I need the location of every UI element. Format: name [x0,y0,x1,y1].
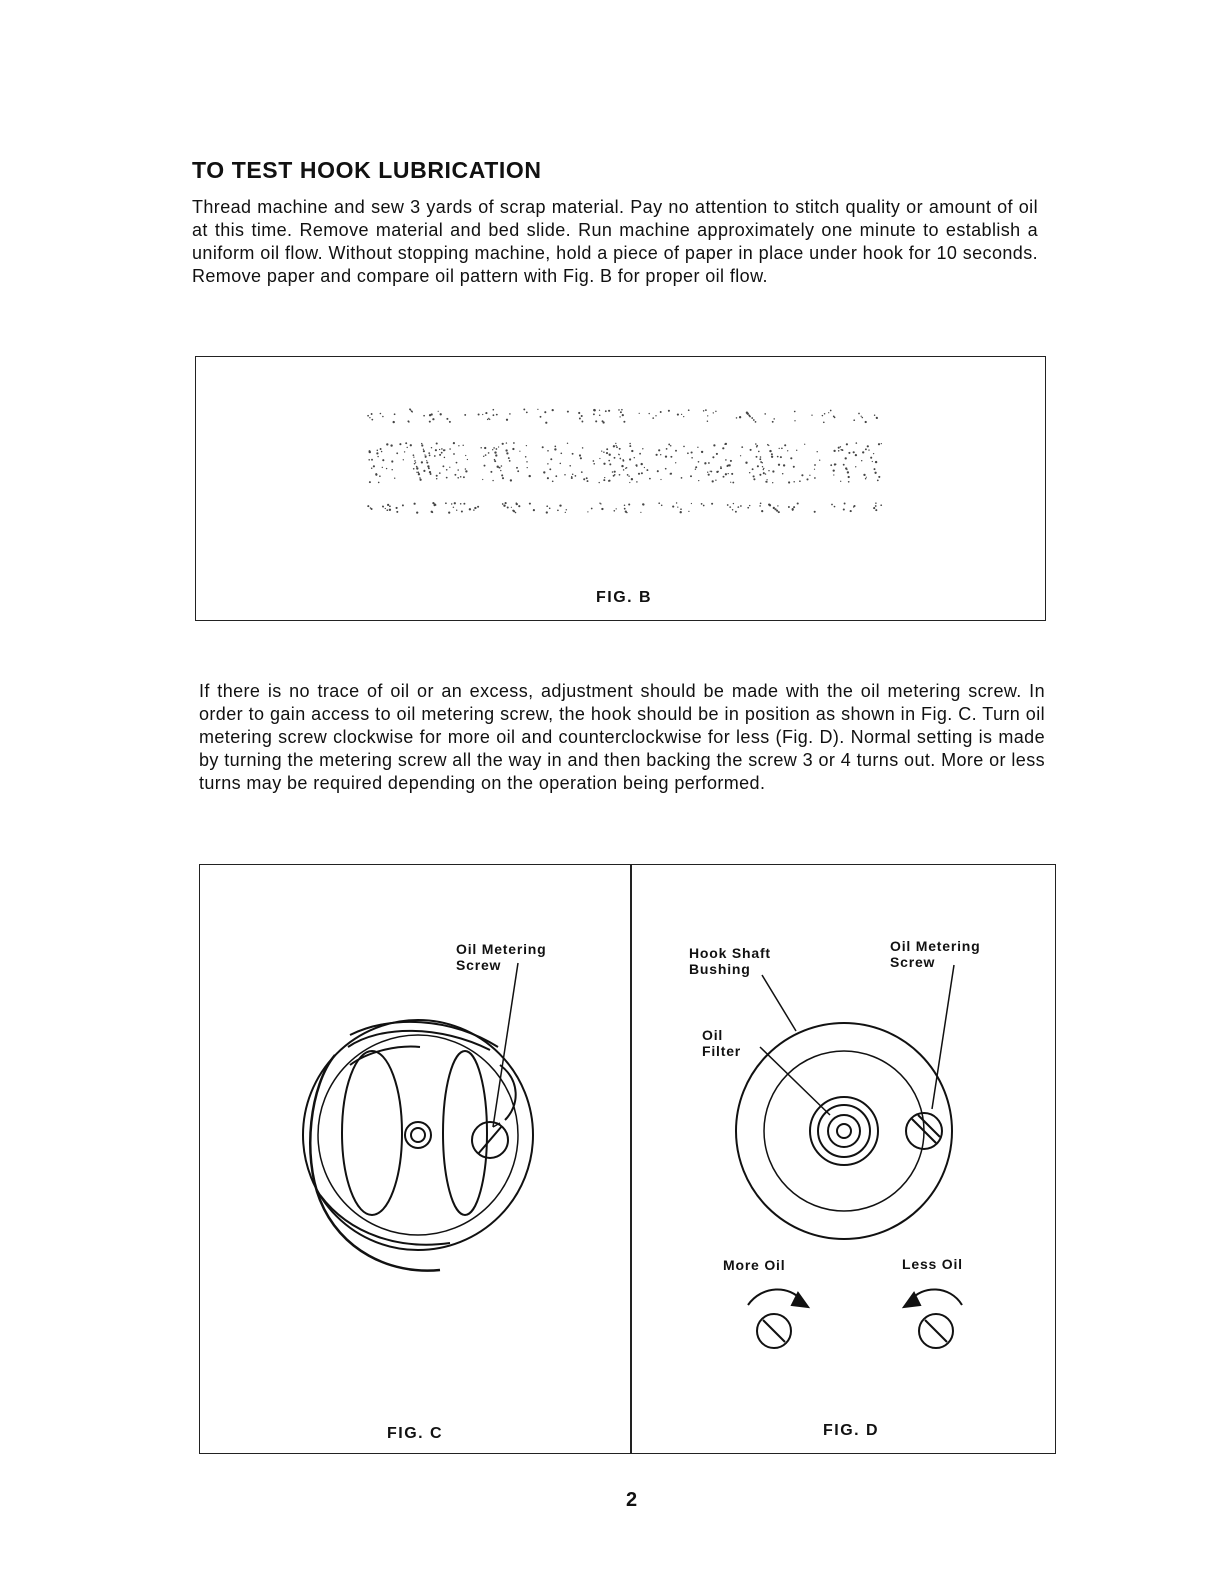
fig-c-label-oil-metering-screw [456,941,547,973]
fig-b-box [195,356,1046,621]
fig-d-label-less-oil: Less Oil [902,1256,963,1272]
fig-c-label-oil-metering-text: Oil Metering [456,941,547,957]
fig-c-label-screw-text: Screw [456,957,502,973]
page-number: 2 [626,1489,638,1511]
fig-c-caption: FIG. C [387,1425,444,1442]
fig-d-label-more-oil: More Oil [723,1257,786,1273]
fig-d-label-filter-text: Filter [702,1043,742,1059]
oil-pattern-illustration [196,357,1047,622]
fig-d-label-screw-text: Screw [890,954,936,970]
fig-d-label-oil-text: Oil [702,1027,724,1043]
instructions-paragraph-2: If there is no trace of oil or an excess, adjustment should be made with the oil metering screw. In order to gain access to oil metering screw, the hook should be in position as shown in Fig. C. Turn oil metering screw clockwise for more oil and counterclockwise for less (Fig. D). Normal setting is made by turning the metering screw all the way in and then backing the screw 3 or 4 turns out. More or less turns may be required depending on the operation being performed. [199,681,1045,793]
fig-b-caption: FIG. B [596,589,653,606]
fig-d-label-hook-shaft-text: Hook Shaft [689,945,771,961]
fig-d-label-oil-metering-screw [890,938,981,970]
fig-d-label-oil-metering-text: Oil Metering [890,938,981,954]
fig-c-d-box [199,864,1056,1454]
fig-d-label-oil-filter [702,1027,741,1059]
section-heading: TO TEST HOOK LUBRICATION [192,157,542,183]
fig-d-caption: FIG. D [823,1422,880,1439]
fig-d-label-bushing-text: Bushing [689,961,751,977]
hook-assembly-illustration [200,865,630,1455]
instructions-paragraph-1: Thread machine and sew 3 yards of scrap material. Pay no attention to stitch quality or amount of oil at this time. Remove material and bed slide. Run machine approximately one minute to establish a uniform oil flow. Without stopping machine, hold a piece of paper in place under hook for 10 seconds. Remove paper and compare oil pattern with Fig. B for proper oil flow. [192,197,1038,286]
fig-d-label-hook-shaft-bushing [689,945,771,977]
